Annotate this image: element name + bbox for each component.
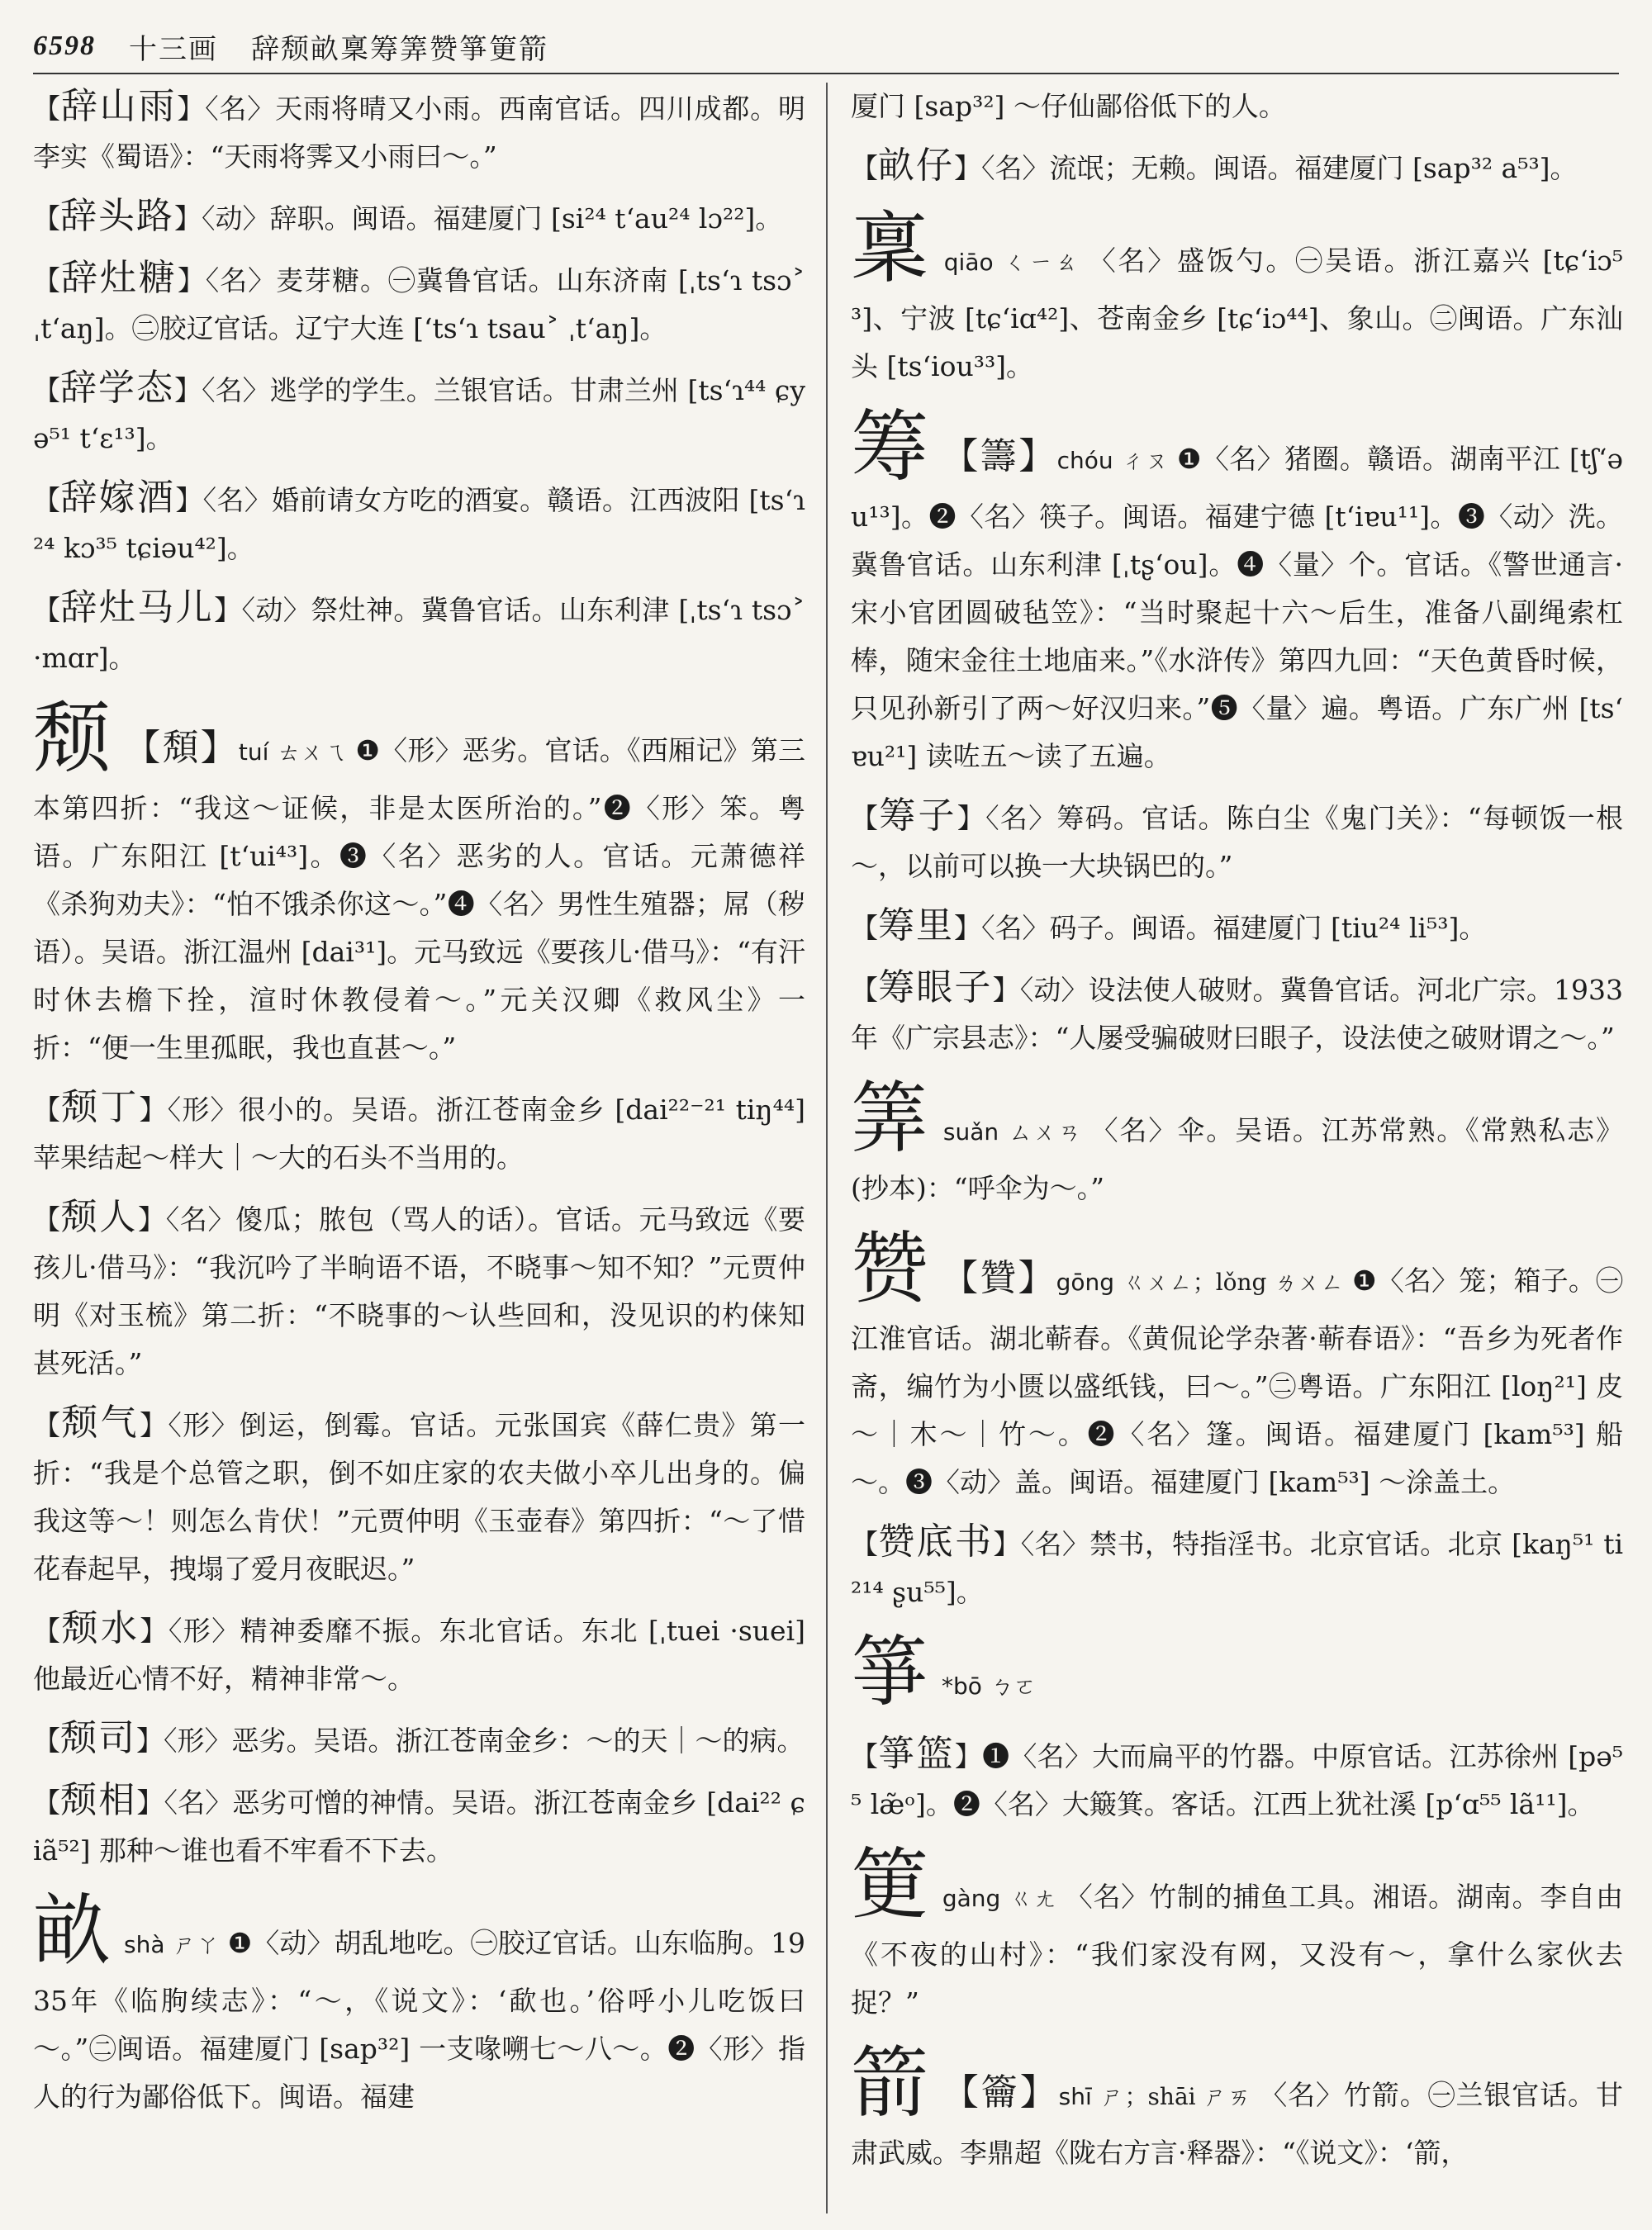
word-entry: 【辞灶马儿】〈动〉祭灶神。冀鲁官话。山东利津 [ˌtsʻɿ tsɔ˃ ·mɑr]。	[33, 586, 805, 674]
word-entry: 【筹里】〈名〉码子。闽语。福建厦门 [tiu²⁴ li⁵³]。	[851, 904, 1487, 947]
headword: 颓人	[60, 1196, 139, 1238]
headword: 箏篮	[878, 1733, 955, 1775]
headword: 筹眼子	[878, 966, 993, 1008]
head-character: 箏	[851, 1628, 929, 1718]
char-entry	[851, 1628, 1623, 1719]
headword: 辞嫁酒	[60, 477, 176, 519]
variant-form: 【贊】	[942, 1257, 1056, 1299]
headword: 颓水	[61, 1607, 140, 1649]
headword: 筹里	[878, 904, 954, 947]
definition: 〈名〉筹码。官话。陈白尘《鬼门关》：“每顿饭一根～，以前可以换一大块锅巴的。”	[851, 802, 1623, 882]
definition: 〈名〉码子。闽语。福建厦门 [tiu²⁴ li⁵³]。	[981, 912, 1487, 944]
word-entry: 【颓司】〈形〉恶劣。吴语。浙江苍南金乡：～的天｜～的病。	[33, 1717, 805, 1759]
word-entry: 【颓丁】〈形〉很小的。吴语。浙江苍南金乡 [dai²²⁻²¹ tiŋ⁴⁴] 苹果结起～样大｜～大的石头不当用的。	[33, 1086, 805, 1174]
head-character: 筻	[851, 1840, 929, 1930]
headword: 颓司	[60, 1717, 136, 1759]
headword: 辞灶马儿	[60, 586, 215, 629]
definition: 〈形〉恶劣。吴语。浙江苍南金乡：～的天｜～的病。	[164, 1725, 805, 1757]
word-entry: 【筹眼子】〈动〉设法使人破财。冀鲁官话。河北广宗。1933年《广宗县志》：“人屡受骗破财曰眼子，设法使之破财谓之～。”	[851, 966, 1623, 1054]
definition: 〈动〉辞职。闽语。福建厦门 [si²⁴ tʻau²⁴ lɔ²²]。	[202, 202, 783, 235]
pinyin: *bō	[942, 1672, 982, 1700]
zhuyin: ㄍㄨㄥ；lǒng ㄌㄨㄥ	[1123, 1269, 1344, 1296]
definition: 〈名〉竹制的捕鱼工具。湘语。湖南。李自由《不夜的山村》：“我们家没有网，又没有～，拿什么家伙去捉？”	[851, 1881, 1623, 2019]
headword: 辞学态	[60, 367, 175, 409]
word-entry: 【颓相】〈名〉恶劣可憎的神情。吴语。浙江苍南金乡 [dai²² ɕiã⁵²] 那种～谁也看不牢看不下去。	[33, 1779, 805, 1867]
head-character: 稟	[851, 204, 931, 294]
section-label: 十三画	[129, 32, 218, 66]
pinyin: tuí	[238, 738, 269, 766]
head-character: 颓	[33, 694, 112, 784]
definition: 〈名〉麦芽糖。㊀冀鲁官话。山东济南 [ˌtsʻɿ tsɔ˃ ˌtʻaŋ]。㊁胶辽官话。辽宁大连 [ʻtsʻɿ tsau˃ ˌtʻaŋ]。	[33, 264, 805, 344]
char-entry	[851, 1840, 1623, 2027]
pinyin: gàng	[942, 1885, 1001, 1912]
page-number: 6598	[33, 31, 96, 61]
definition: 〈名〉婚前请女方吃的酒宴。赣语。江西波阳 [tsʻɿ²⁴ kɔ³⁵ tɕiəu⁴²]。	[33, 484, 805, 564]
word-entry: 【辞头路】〈动〉辞职。闽语。福建厦门 [si²⁴ tʻau²⁴ lɔ²²]。	[33, 195, 783, 237]
word-entry: 【颓人】〈名〉傻瓜；脓包（骂人的话）。官话。元马致远《要孩儿·借马》：“我沉吟了半晌语不语，不晓事～知不知？”元贾仲明《对玉梳》第二折：“不晓事的～认些回和，没见识的杓俫知甚死活。”	[33, 1196, 805, 1379]
word-entry: 【颓气】〈形〉倒运，倒霉。官话。元张国宾《薛仁贵》第一折：“我是个总管之职，倒不如庄家的农夫做小卒儿出身的。偏我这等～！则怎么肯伏！”元贾仲明《玉壶春》第四折：“～了惜花春起早，拽塌了爱月夜眠迟。”	[33, 1402, 805, 1585]
zhuyin: ㄔㄡ	[1121, 447, 1169, 474]
zhuyin: ㄕ；shāi ㄕㄞ	[1099, 2083, 1252, 2110]
definition: 〈名〉恶劣可憎的神情。吴语。浙江苍南金乡 [dai²² ɕiã⁵²] 那种～谁也看不牢看不下去。	[33, 1786, 805, 1867]
definition: ❶〈名〉笼；箱子。㊀江淮官话。湖北蕲春。《黄侃论学杂著·蕲春语》：“吾乡为死者作斋，编竹为小匮以盛纸钱，曰～。”㊁粤语。广东阳江 [loŋ²¹] 皮～｜木～｜竹～。❷〈名〉篷。闽语。福建厦门 [kam⁵³] 船～。❸〈动〉盖。闽语。福建厦门 [kam⁵³] ～涂盖土。	[851, 1264, 1623, 1498]
word-entry: 【箏篮】❶〈名〉大而扁平的竹器。中原官话。江苏徐州 [pə⁵⁵ læ̃ᵒ]。❷〈名〉大簸箕。客话。江西上犹社溪 [pʻɑ⁵⁵ lã¹¹]。	[851, 1733, 1623, 1820]
header-chars: 辞颓畝稟筹筭赞箏筻箭	[251, 32, 548, 66]
zhuyin: ㄑㄧㄠ	[1001, 249, 1080, 276]
word-entry: 【辞灶糖】〈名〉麦芽糖。㊀冀鲁官话。山东济南 [ˌtsʻɿ tsɔ˃ ˌtʻaŋ]。㊁胶辽官话。辽宁大连 [ʻtsʻɿ tsau˃ ˌtʻaŋ]。	[33, 257, 805, 344]
definition: 〈名〉天雨将晴又小雨。西南官话。四川成都。明李实《蜀语》：“天雨将霁又小雨曰～。”	[33, 93, 805, 173]
headword: 筹子	[879, 795, 957, 837]
headword: 畝仔	[878, 145, 954, 187]
definition: 〈名〉逃学的学生。兰银官话。甘肃兰州 [tsʻɿ⁴⁴ ɕyə⁵¹ tʻɛ¹³]。	[33, 374, 805, 454]
word-entry: 【颓水】〈形〉精神委靡不振。东北官话。东北 [ˌtuei ·suei] 他最近心情不好，精神非常～。	[33, 1607, 805, 1695]
variant-form: 【籥】	[942, 2071, 1059, 2114]
headword: 颓丁	[61, 1086, 140, 1128]
zhuyin: ㄊㄨㄟ	[277, 738, 348, 766]
definition: 〈动〉设法使人破财。冀鲁官话。河北广宗。1933年《广宗县志》：“人屡受骗破财曰眼子，设法使之破财谓之～。”	[851, 974, 1623, 1054]
variant-form: 【籌】	[942, 435, 1057, 477]
headword: 辞灶糖	[60, 257, 178, 299]
head-character: 箭	[851, 2038, 929, 2128]
left-column	[33, 83, 805, 2213]
word-entry: 【赞底书】〈名〉禁书，特指淫书。北京官话。北京 [kaŋ⁵¹ ti²¹⁴ ʂu⁵⁵]。	[851, 1521, 1623, 1608]
char-entry	[851, 402, 1623, 780]
pinyin: gōng	[1056, 1269, 1115, 1296]
head-character: 筹	[851, 402, 929, 492]
head-character: 畝	[33, 1886, 112, 1976]
zhuyin: ㄍㄤ	[1009, 1885, 1057, 1912]
right-column	[851, 83, 1623, 2213]
headword: 辞头路	[60, 195, 174, 237]
pinyin: shī	[1058, 2083, 1092, 2110]
word-entry: 【辞山雨】〈名〉天雨将晴又小雨。西南官话。四川成都。明李实《蜀语》：“天雨将霁又小雨曰～。”	[33, 85, 805, 173]
char-entry	[851, 204, 1623, 391]
headword: 颓气	[61, 1402, 140, 1444]
definition: 〈动〉祭灶神。冀鲁官话。山东利津 [ˌtsʻɿ tsɔ˃ ·mɑr]。	[33, 594, 805, 674]
definition: 〈形〉很小的。吴语。浙江苍南金乡 [dai²²⁻²¹ tiŋ⁴⁴] 苹果结起～样大｜～大的石头不当用的。	[33, 1094, 805, 1174]
continued-entry	[851, 83, 1623, 130]
pinyin: suǎn	[942, 1118, 999, 1146]
pinyin: shà	[124, 1931, 165, 1958]
char-entry	[33, 694, 805, 1072]
zhuyin: ㄅㄛ	[990, 1672, 1037, 1700]
column-divider	[826, 83, 828, 2213]
definition: ❶〈名〉猪圈。赣语。湖南平江 [tʃʻəu¹³]。❷〈名〉筷子。闽语。福建宁德 [tʻiɐu¹¹]。❸〈动〉洗。冀鲁官话。山东利津 [ˌtʂʻou]。❹〈量〉个。官话。《警世通言·宋小官团圆破毡笠》：“当时聚起十六～后生，准备八副绳索杠棒，随宋金往土地庙来。”《水浒传》第四九回：“天色黄昏时候，只见孙新引了两～好汉归来。”❺〈量〉遍。粤语。广东广州 [tsʻɐu²¹] 读咗五～读了五遍。	[851, 443, 1623, 772]
headword: 辞山雨	[60, 85, 178, 127]
word-entry: 【辞嫁酒】〈名〉婚前请女方吃的酒宴。赣语。江西波阳 [tsʻɿ²⁴ kɔ³⁵ tɕiəu⁴²]。	[33, 477, 805, 564]
definition: ❶〈动〉胡乱地吃。㊀胶辽官话。山东临朐。1935年《临朐续志》：“～，《说文》：‘歃也。’俗呼小儿吃饭曰～。”㊁闽语。福建厦门 [sap³²] 一支喙嗍七～八～。❷〈形〉指人的行为鄙俗低下。闽语。福建	[33, 1927, 805, 2113]
char-entry	[851, 2038, 1623, 2177]
headword: 颓相	[60, 1779, 137, 1821]
pinyin: qiāo	[943, 249, 994, 276]
head-character: 赞	[851, 1224, 929, 1314]
definition: 〈名〉竹箭。㊀兰银官话。甘肃武威。李鼎超《陇右方言·释器》：“《说文》：‘箭，	[851, 2079, 1623, 2169]
zhuyin: ㄙㄨㄢ	[1007, 1118, 1083, 1146]
zhuyin: ㄕㄚ	[173, 1931, 220, 1958]
page-header	[33, 23, 1619, 69]
char-entry	[851, 1224, 1623, 1506]
definition: 〈形〉倒运，倒霉。官话。元张国宾《薛仁贵》第一折：“我是个总管之职，倒不如庄家的农夫做小卒儿出身的。偏我这等～！则怎么肯伏！”元贾仲明《玉壶春》第四折：“～了惜花春起早，拽塌了爱月夜眠迟。”	[33, 1409, 805, 1585]
definition: 厦门 [sap³²] ～仔仙鄙俗低下的人。	[851, 90, 1286, 122]
char-entry	[33, 1886, 805, 2121]
word-entry: 【畝仔】〈名〉流氓；无赖。闽语。福建厦门 [sap³² a⁵³]。	[851, 145, 1578, 187]
definition: ❶〈形〉恶劣。官话。《西厢记》第三本第四折：“我这～证候，非是太医所治的。”❷〈形〉笨。粤语。广东阳江 [tʻui⁴³]。❸〈名〉恶劣的人。官话。元萧德祥《杀狗劝夫》：“怕不饿杀你这～。”❹〈名〉男性生殖器；屌（秽语）。吴语。浙江温州 [dai³¹]。元马致远《要孩儿·借马》：“有汗时休去檐下拴，渲时休教侵着～。”元关汉卿《救风尘》一折：“便一生里孤眠，我也直甚～。”	[33, 734, 805, 1064]
headword: 赞底书	[878, 1521, 994, 1563]
head-character: 筭	[851, 1074, 930, 1164]
word-entry: 【辞学态】〈名〉逃学的学生。兰银官话。甘肃兰州 [tsʻɿ⁴⁴ ɕyə⁵¹ tʻɛ¹³]。	[33, 367, 805, 454]
definition: 〈形〉精神委靡不振。东北官话。东北 [ˌtuei ·suei] 他最近心情不好，精神非常～。	[33, 1615, 805, 1695]
definition: ❶〈名〉大而扁平的竹器。中原官话。江苏徐州 [pə⁵⁵ læ̃ᵒ]。❷〈名〉大簸箕。客话。江西上犹社溪 [pʻɑ⁵⁵ lã¹¹]。	[851, 1740, 1623, 1820]
definition: 〈名〉伞。吴语。江苏常熟。《常熟私志》(抄本)：“呼伞为～。”	[851, 1114, 1623, 1204]
definition: 〈名〉流氓；无赖。闽语。福建厦门 [sap³² a⁵³]。	[981, 152, 1578, 184]
variant-form: 【頽】	[124, 727, 239, 769]
pinyin: chóu	[1056, 447, 1113, 474]
header-rule	[33, 73, 1619, 74]
definition: 〈名〉盛饭勺。㊀吴语。浙江嘉兴 [tɕʻiɔ⁵³]、宁波 [tɕʻiɑ⁴²]、苍南金乡 [tɕʻiɔ⁴⁴]、象山。㊁闽语。广东汕头 [tsʻiou³³]。	[851, 244, 1623, 382]
definition: 〈名〉禁书，特指淫书。北京官话。北京 [kaŋ⁵¹ ti²¹⁴ ʂu⁵⁵]。	[851, 1528, 1623, 1608]
word-entry: 【筹子】〈名〉筹码。官话。陈白尘《鬼门关》：“每顿饭一根～，以前可以换一大块锅巴的。”	[851, 795, 1623, 882]
definition: 〈名〉傻瓜；脓包（骂人的话）。官话。元马致远《要孩儿·借马》：“我沉吟了半晌语不语，不晓事～知不知？”元贾仲明《对玉梳》第二折：“不晓事的～认些回和，没见识的杓俫知甚死活。”	[33, 1203, 805, 1379]
char-entry	[851, 1074, 1623, 1212]
